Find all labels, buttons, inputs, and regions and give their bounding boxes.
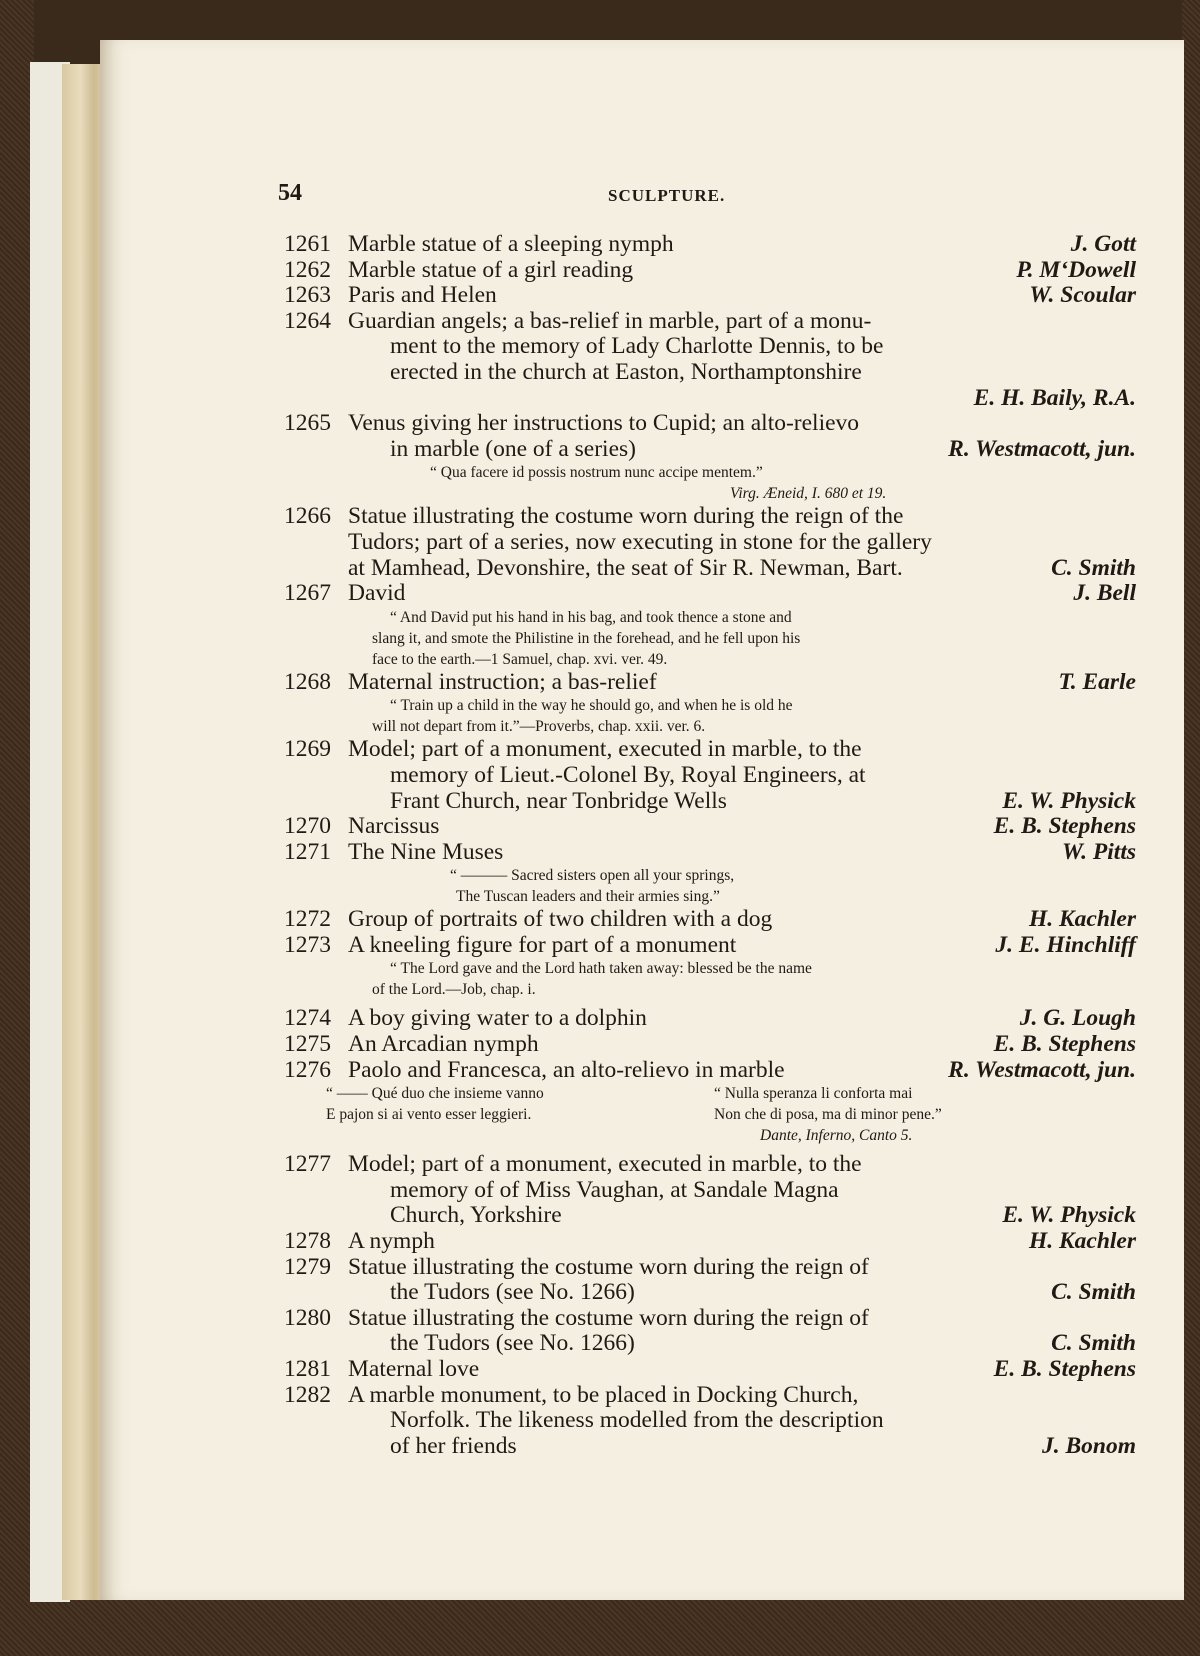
entry-title: Guardian angels; a bas-relief in marble, part of a monu- (348, 307, 872, 334)
entry-title-line: ment to the memory of Lady Charlotte Dennis, to be (390, 333, 884, 360)
catalogue-entry (100, 1229, 1184, 1255)
catalogue-entry (100, 1255, 1184, 1306)
entry-quote: “ And David put his hand in his bag, and took thence a stone and (390, 608, 792, 626)
entry-quote: face to the earth.—1 Samuel, chap. xvi. ver. 49. (372, 650, 668, 668)
running-head (278, 180, 1138, 220)
catalogue-entry (100, 504, 1184, 581)
entry-quote: “ ——— Sacred sisters open all your springs, (450, 867, 735, 885)
entry-number: 1273 (284, 931, 331, 958)
entry-number: 1275 (284, 1031, 331, 1058)
entry-number: 1277 (284, 1151, 331, 1178)
entry-artist: C. Smith (1051, 1279, 1136, 1306)
entry-number: 1268 (284, 668, 331, 695)
entry-title: Maternal instruction; a bas-relief (348, 668, 657, 695)
entry-number: 1282 (284, 1381, 331, 1408)
entry-artist: E. W. Physick (1002, 1202, 1136, 1229)
entry-title: Statue illustrating the costume worn during the reign of (348, 1253, 869, 1280)
page-content (100, 40, 1184, 1600)
entry-artist: J. Gott (1070, 231, 1136, 257)
entry-title: A marble monument, to be placed in Docking Church, (348, 1381, 859, 1408)
entry-title: Model; part of a monument, executed in marble, to the (348, 1151, 862, 1178)
verse-left: “ —— Qué duo che insieme vanno (326, 1085, 544, 1103)
book-cloth-right (1182, 0, 1200, 1656)
entry-number: 1265 (284, 410, 331, 437)
entry-title-line: at Mamhead, Devonshire, the seat of Sir R. Newman, Bart. (348, 554, 903, 581)
entry-number: 1274 (284, 1005, 331, 1032)
book-page (100, 40, 1184, 1600)
entry-title: Marble statue of a sleeping nymph (348, 231, 674, 257)
verse-left: E pajon si ai vento esser leggieri. (326, 1106, 532, 1124)
entry-artist: E. B. Stephens (993, 1031, 1136, 1058)
entry-artist: R. Westmacott, jun. (948, 435, 1136, 462)
entry-title: Paolo and Francesca, an alto-relievo in marble (348, 1056, 785, 1083)
entry-artist: W. Pitts (1062, 838, 1136, 865)
entry-title: Statue illustrating the costume worn during the reign of the (348, 503, 904, 530)
entry-artist: H. Kachler (1028, 906, 1136, 933)
catalogue-entry (100, 1306, 1184, 1357)
catalogue-entry (100, 1357, 1184, 1383)
entry-artist: E. W. Physick (1002, 787, 1136, 814)
entry-quote: slang it, and smote the Philistine in the forehead, and he fell upon his (372, 629, 801, 647)
entry-artist: J. Bonom (1041, 1432, 1136, 1459)
entry-quote: The Tuscan leaders and their armies sing.” (456, 888, 720, 906)
entry-title: Maternal love (348, 1356, 480, 1382)
entry-title: Marble statue of a girl reading (348, 256, 634, 283)
entry-title-line: memory of of Miss Vaughan, at Sandale Magna (390, 1176, 839, 1203)
entry-number: 1263 (284, 282, 331, 309)
verse-right: Non che di posa, ma di minor pene.” (714, 1106, 942, 1124)
entry-number: 1269 (284, 736, 331, 763)
entry-number: 1261 (284, 231, 331, 257)
entry-artist: T. Earle (1058, 668, 1136, 695)
book-cloth-left (0, 0, 34, 1656)
entry-artist: C. Smith (1051, 554, 1136, 581)
catalogue-entry (100, 840, 1184, 908)
entry-artist: J. E. Hinchliff (995, 931, 1136, 958)
entry-title-line: the Tudors (see No. 1266) (390, 1330, 635, 1357)
entry-title-line: Frant Church, near Tonbridge Wells (390, 787, 727, 814)
entry-quote: “ Qua facere id possis nostrum nunc accipe mentem.” (430, 464, 763, 482)
entry-title: The Nine Muses (348, 838, 504, 865)
entry-title: A nymph (348, 1228, 435, 1255)
entry-artist: E. B. Stephens (993, 1356, 1136, 1382)
entry-title: Venus giving her instructions to Cupid; an alto-relievo (348, 410, 860, 437)
catalogue-entry (100, 258, 1184, 284)
page-number: 54 (278, 180, 302, 206)
entry-number: 1278 (284, 1228, 331, 1255)
entry-number: 1266 (284, 503, 331, 530)
catalogue-entry (100, 1383, 1184, 1460)
entry-quote: “ The Lord gave and the Lord hath taken away: blessed be the name (390, 960, 812, 978)
entry-title: An Arcadian nymph (348, 1031, 539, 1058)
entry-quote-citation: Dante, Inferno, Canto 5. (760, 1127, 913, 1145)
catalogue-entry (100, 232, 1184, 258)
entry-artist: J. G. Lough (1019, 1005, 1136, 1032)
entry-title: Group of portraits of two children with a dog (348, 906, 773, 933)
catalogue-entry (100, 1152, 1184, 1229)
entry-title: A kneeling figure for part of a monument (348, 931, 737, 958)
entry-title-line: of her friends (390, 1432, 517, 1459)
entry-artist: P. M‘Dowell (1016, 256, 1136, 283)
entry-quote: will not depart from it.”—Proverbs, chap. xxii. ver. 6. (372, 718, 706, 736)
entry-quote: “ Train up a child in the way he should go, and when he is old he (390, 697, 793, 715)
entry-number: 1267 (284, 580, 331, 607)
entry-quote-citation: Virg. Æneid, I. 680 et 19. (730, 485, 887, 503)
entry-number: 1272 (284, 906, 331, 933)
catalogue-entry (100, 1006, 1184, 1032)
entry-number: 1276 (284, 1056, 331, 1083)
entry-title: Statue illustrating the costume worn during the reign of (348, 1304, 869, 1331)
entry-title: Paris and Helen (348, 282, 497, 309)
entry-title-line: Norfolk. The likeness modelled from the description (390, 1407, 884, 1434)
entry-artist: E. H. Baily, R.A. (973, 384, 1136, 411)
catalogue-entry (100, 907, 1184, 933)
entry-artist: H. Kachler (1028, 1228, 1136, 1255)
entry-number: 1281 (284, 1356, 331, 1382)
entry-title: Narcissus (348, 813, 440, 840)
entry-title-line: Church, Yorkshire (390, 1202, 562, 1229)
catalogue-entry (100, 1032, 1184, 1058)
entry-artist: J. Bell (1073, 580, 1136, 607)
catalogue-entry (100, 814, 1184, 840)
entry-title-line: in marble (one of a series) (390, 435, 636, 462)
catalogue-entry (100, 581, 1184, 670)
entry-title: A boy giving water to a dolphin (348, 1005, 647, 1032)
entry-number: 1270 (284, 813, 331, 840)
entry-number: 1279 (284, 1253, 331, 1280)
entry-number: 1271 (284, 838, 331, 865)
entry-quote: of the Lord.—Job, chap. i. (372, 981, 536, 999)
entry-title: Model; part of a monument, executed in marble, to the (348, 736, 862, 763)
catalogue-entry (100, 411, 1184, 504)
entry-title: David (348, 580, 406, 607)
section-title: SCULPTURE. (608, 186, 726, 205)
entry-title-line: memory of Lieut.-Colonel By, Royal Engineers, at (390, 761, 866, 788)
catalogue-entries (100, 232, 1184, 1459)
entry-artist: C. Smith (1051, 1330, 1136, 1357)
catalogue-entry (100, 933, 1184, 1001)
entry-title-line: erected in the church at Easton, Northamptonshire (390, 358, 862, 385)
catalogue-entry (100, 670, 1184, 738)
catalogue-entry (100, 309, 1184, 411)
entry-number: 1264 (284, 307, 331, 334)
catalogue-entry (100, 1058, 1184, 1147)
entry-number: 1262 (284, 256, 331, 283)
catalogue-entry (100, 737, 1184, 814)
entry-artist: R. Westmacott, jun. (948, 1056, 1136, 1083)
entry-title-line: Tudors; part of a series, now executing in stone for the gallery (348, 528, 932, 555)
catalogue-entry (100, 283, 1184, 309)
entry-artist: E. B. Stephens (993, 813, 1136, 840)
entry-artist: W. Scoular (1029, 282, 1136, 309)
verse-right: “ Nulla speranza li conforta mai (714, 1085, 913, 1103)
entry-title-line: the Tudors (see No. 1266) (390, 1279, 635, 1306)
entry-number: 1280 (284, 1304, 331, 1331)
